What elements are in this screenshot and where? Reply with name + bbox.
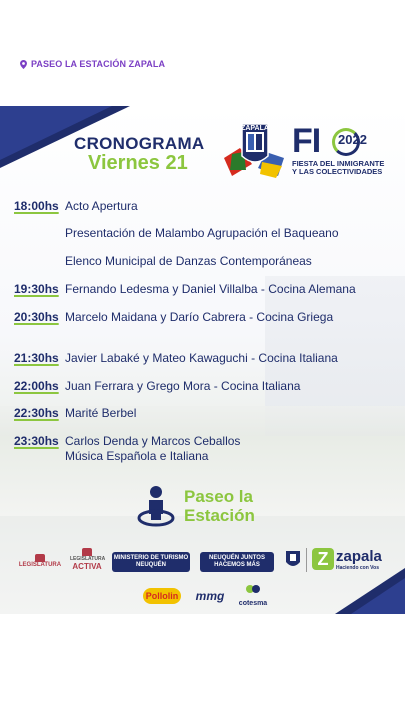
cotesma-logo (236, 582, 270, 608)
venue-name (184, 487, 255, 525)
schedule-act: Marcelo Maidana y Darío Cabrera - Cocina Griega (65, 310, 334, 324)
schedule-time (14, 226, 64, 241)
fic-year: 2022 (338, 132, 367, 147)
fic-subtitle (292, 160, 392, 176)
event-poster[interactable] (0, 106, 405, 614)
schedule-act: Música Española e Italiana (65, 449, 209, 463)
legislatura-activa-logo (70, 548, 104, 578)
location-label: PASEO LA ESTACIÓN ZAPALA (31, 59, 166, 69)
mmg-logo: mmg (195, 589, 225, 603)
schedule-act: Carlos Denda y Marcos Ceballos (65, 434, 241, 448)
schedule-row (14, 351, 338, 366)
venue-line2: Estación (184, 506, 255, 525)
schedule-act: Fernando Ledesma y Daniel Villalba - Cocina Alemana (65, 282, 356, 296)
legislatura-logo (18, 554, 62, 574)
cotesma-icon (246, 583, 260, 595)
fic-logo (292, 124, 392, 176)
venue-block (136, 484, 255, 528)
venue-line1: Paseo la (184, 487, 253, 506)
zapala-brand (336, 548, 382, 571)
legislatura-activa-text-1: LEGISLATURA (70, 556, 106, 562)
legislatura-text: LEGISLATURA (18, 562, 62, 568)
schedule-time: 19:30hs (14, 282, 59, 296)
schedule-row (14, 434, 240, 464)
zapala-crest-text: ZAPALA (241, 125, 269, 132)
fic-letters: FI (292, 122, 321, 160)
cotesma-text: cotesma (238, 600, 268, 607)
schedule-act-group (64, 434, 240, 464)
poster-title: CRONOGRAMA (74, 134, 205, 153)
schedule-act: Juan Ferrara y Grego Mora - Cocina Italiana (65, 379, 301, 393)
fic-subtitle-line2: Y LAS COLECTIVIDADES (292, 167, 383, 176)
schedule-time: 23:30hs (14, 434, 59, 448)
schedule-row (14, 226, 339, 241)
neuquen-logo: NEUQUÉN JUNTOS HACEMOS MÁS (200, 552, 274, 572)
top-bar (0, 0, 405, 100)
schedule-act: Presentación de Malambo Agrupación el Baqueano (65, 226, 339, 240)
zapala-brand-text: zapala (336, 548, 382, 565)
zapala-small-crest-icon (285, 550, 301, 570)
schedule-act: Marité Berbel (65, 406, 137, 420)
schedule-row (14, 254, 312, 269)
schedule-row (14, 282, 356, 297)
location-tag[interactable] (20, 59, 165, 69)
schedule-time: 22:30hs (14, 406, 59, 420)
zapala-brand-tagline: Haciendo con Vos (336, 565, 379, 571)
schedule-time: 20:30hs (14, 310, 59, 324)
schedule-row (14, 310, 333, 325)
schedule-row (14, 379, 300, 394)
schedule-time: 22:00hs (14, 379, 59, 393)
sponsor-divider (306, 548, 307, 572)
poster-day: Viernes 21 (88, 152, 188, 174)
ministerio-turismo-logo: MINISTERIO DE TURISMO NEUQUÉN (112, 552, 190, 572)
zapala-crest-logo (222, 118, 288, 184)
legislatura-emblem (35, 554, 45, 562)
schedule-act: Elenco Municipal de Danzas Contemporáneas (65, 254, 312, 268)
legislatura-activa-emblem (82, 548, 92, 556)
schedule-act: Acto Apertura (65, 199, 138, 213)
schedule-row (14, 199, 138, 214)
legislatura-activa-text-2: ACTIVA (72, 562, 102, 571)
location-pin-icon (20, 60, 27, 69)
fic-subtitle-line1: FIESTA DEL INMIGRANTE (292, 159, 385, 168)
schedule-time (14, 254, 64, 269)
location-person-icon (136, 484, 176, 528)
schedule-time: 18:00hs (14, 199, 59, 213)
sponsor-bar (0, 546, 405, 614)
zapala-z-icon: Z (312, 548, 334, 570)
schedule-row (14, 406, 136, 421)
pollolin-logo: Pollolin (143, 588, 181, 604)
schedule-time: 21:30hs (14, 351, 59, 365)
schedule-act: Javier Labaké y Mateo Kawaguchi - Cocina Italiana (65, 351, 338, 365)
